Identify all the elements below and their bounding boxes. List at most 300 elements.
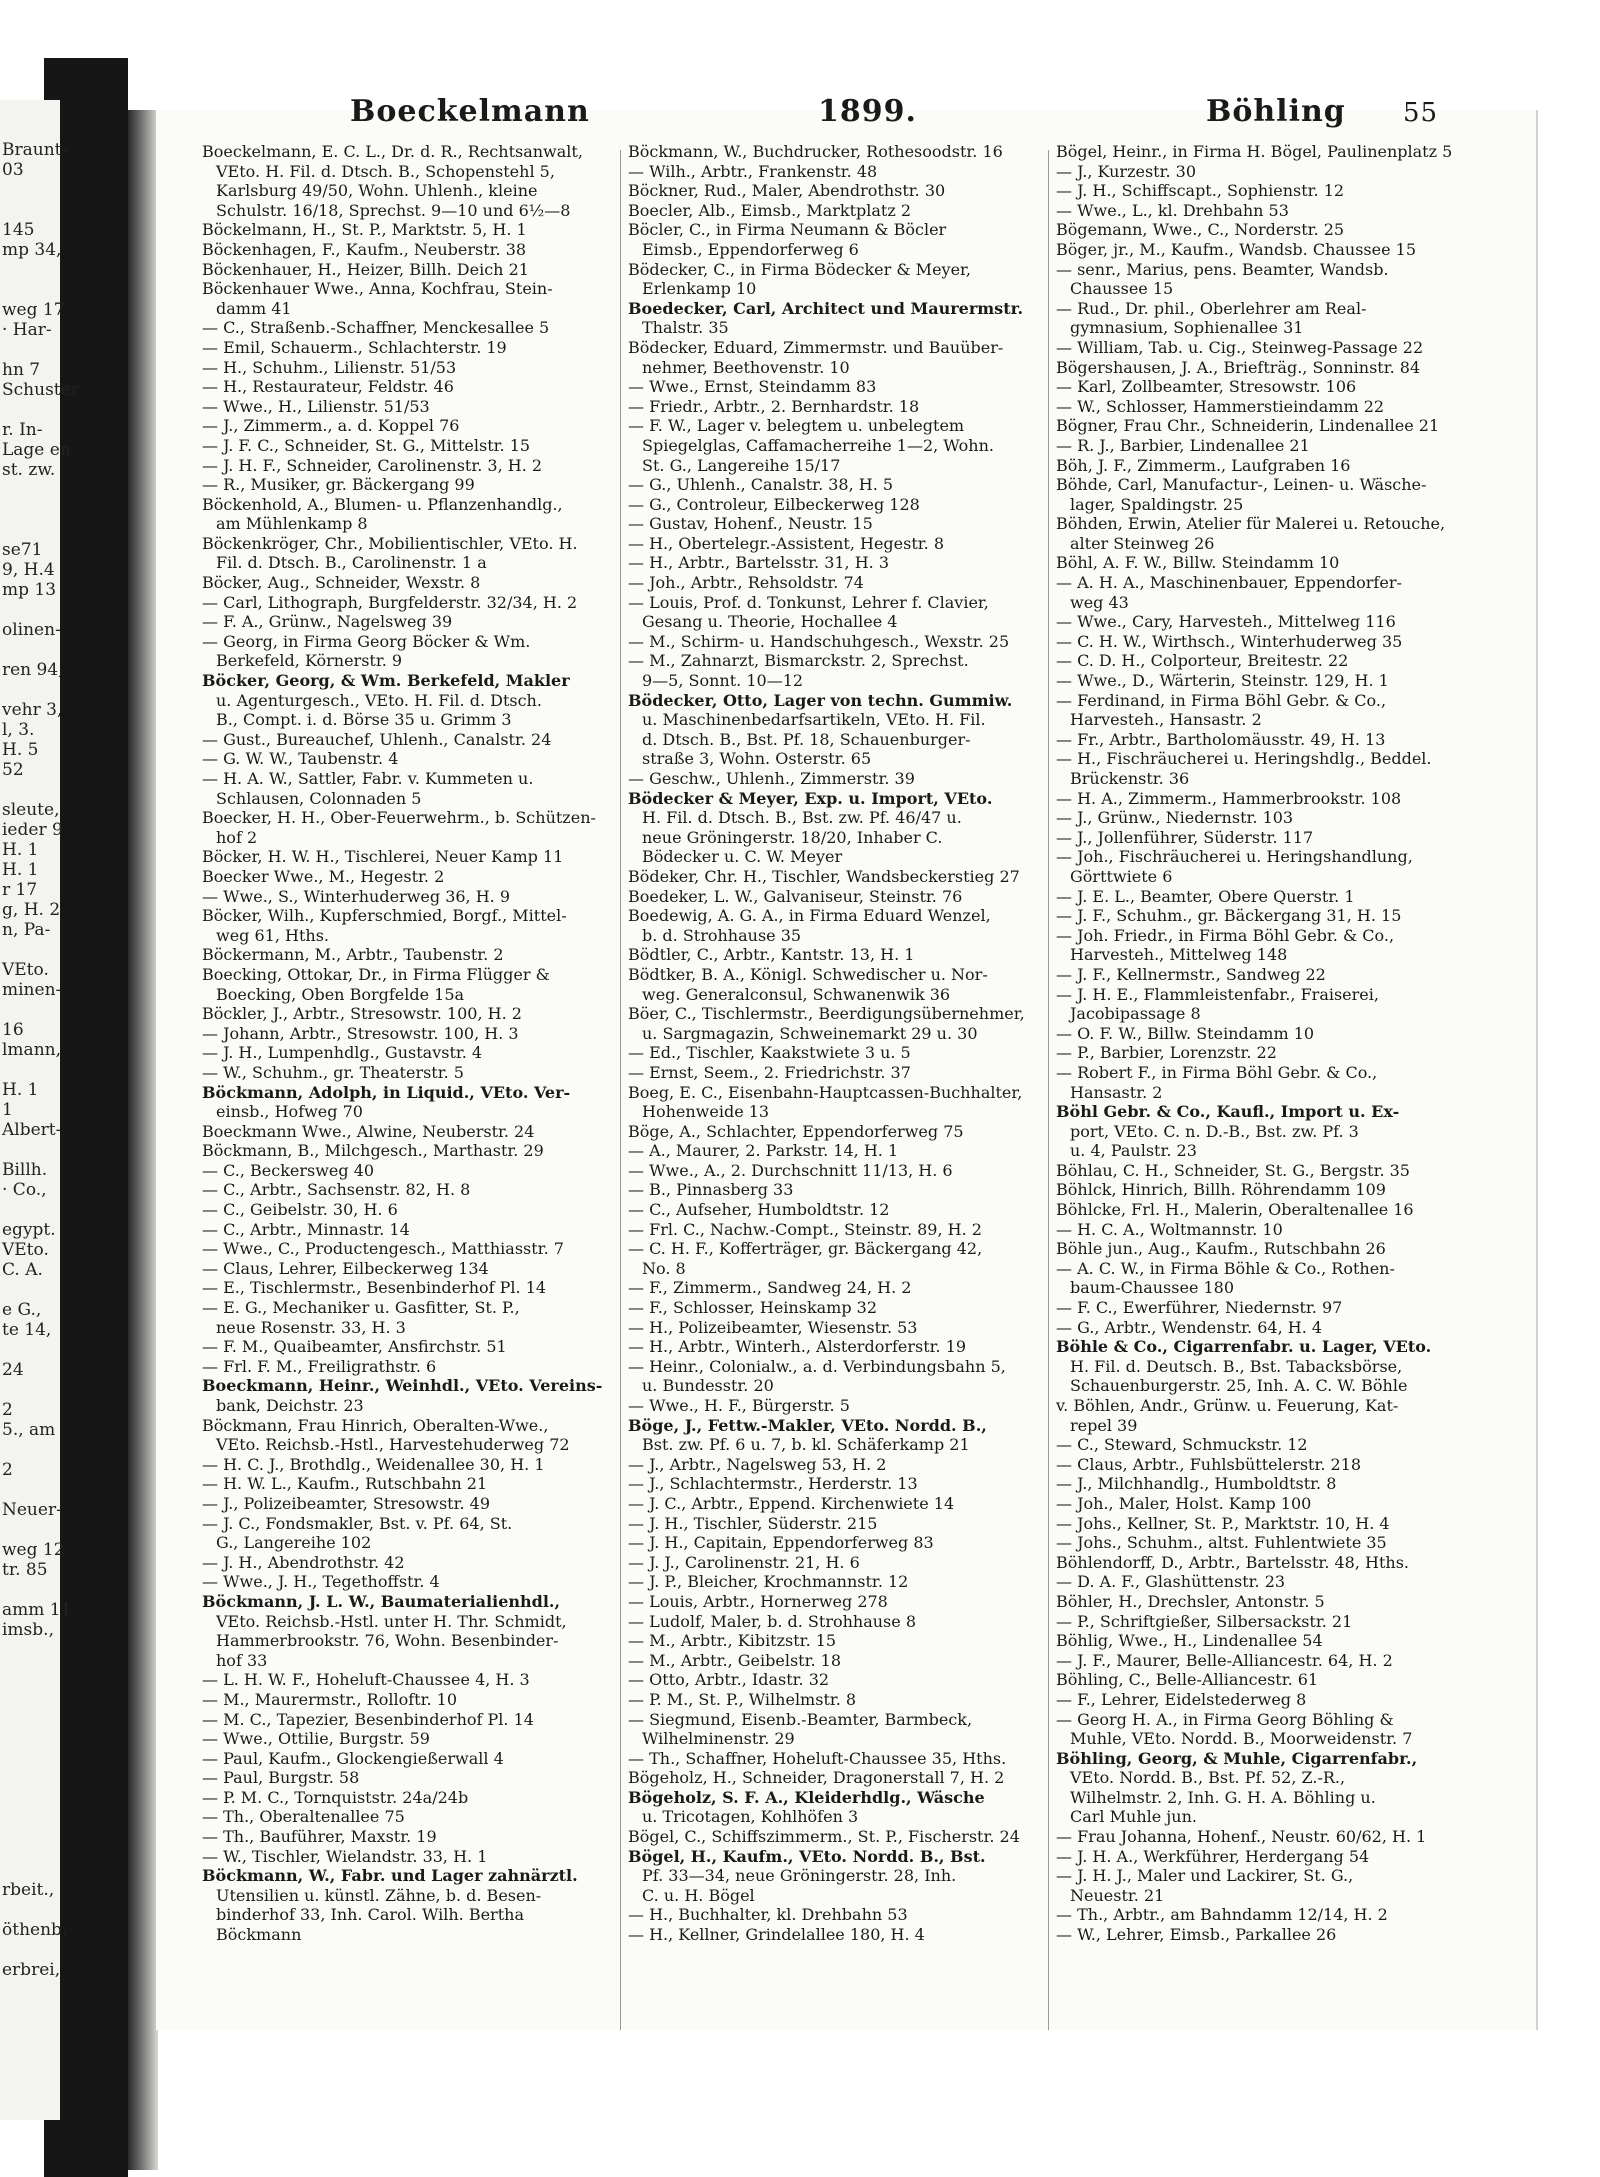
directory-entry-line: — J. P., Bleicher, Krochmannstr. 12 xyxy=(628,1572,909,1592)
previous-page-fragment: l, 3. xyxy=(2,720,35,740)
previous-page-fragment: r 17 xyxy=(2,880,38,900)
directory-entry-line: VEto. Nordd. B., Bst. Pf. 52, Z.-R., xyxy=(1070,1768,1346,1788)
directory-entry-line: Schlausen, Colonnaden 5 xyxy=(216,788,422,808)
directory-entry-line: — J. C., Arbtr., Eppend. Kirchenwiete 14 xyxy=(628,1493,955,1513)
directory-entry-line: Böckner, Rud., Maler, Abendrothstr. 30 xyxy=(628,181,946,201)
previous-page-fragment: öthenb. xyxy=(2,1920,68,1940)
directory-entry-line: — F., Zimmerm., Sandweg 24, H. 2 xyxy=(628,1278,912,1298)
previous-page-fragment: lmann, xyxy=(2,1040,61,1060)
column-1 xyxy=(202,142,602,1945)
directory-entry-line: Boecker Wwe., M., Hegestr. 2 xyxy=(202,866,445,886)
directory-entry-line: — C., Straßenb.-Schaffner, Menckesallee 5 xyxy=(202,318,550,338)
previous-page-fragment: · Har- xyxy=(2,320,52,340)
directory-entry-line: — W., Schuhm., gr. Theaterstr. 5 xyxy=(202,1062,464,1082)
directory-entry-line: H. Fil. d. Deutsch. B., Bst. Tabacksbörse, xyxy=(1070,1356,1403,1376)
previous-page-fragment: 03 xyxy=(2,160,24,180)
directory-entry-line: Jacobipassage 8 xyxy=(1070,1004,1201,1024)
previous-page-fragment: C. A. xyxy=(2,1260,43,1280)
directory-entry-line: No. 8 xyxy=(642,1258,686,1278)
previous-page-fragment: 52 xyxy=(2,760,24,780)
directory-entry-line: — H., Restaurateur, Feldstr. 46 xyxy=(202,377,454,397)
directory-entry-line: — Joh. Friedr., in Firma Böhl Gebr. & Co., xyxy=(1056,925,1395,945)
previous-page-fragment: H. 1 xyxy=(2,840,39,860)
directory-entry-line: — O. F. W., Billw. Steindamm 10 xyxy=(1056,1023,1315,1043)
directory-entry-line: u. Tricotagen, Kohlhöfen 3 xyxy=(642,1807,859,1827)
directory-entry-line: Schulstr. 16/18, Sprechst. 9—10 und 6½—8 xyxy=(216,200,571,220)
directory-entry-line: Böhlig, Wwe., H., Lindenallee 54 xyxy=(1056,1631,1323,1651)
directory-entry-line: — G., Controleur, Eilbeckerweg 128 xyxy=(628,494,920,514)
directory-entry-line: Harvesteh., Mittelweg 148 xyxy=(1070,945,1288,965)
directory-entry-line: — J. H. F., Schneider, Carolinenstr. 3, H. 2 xyxy=(202,455,543,475)
directory-entry-line: — Johs., Schuhm., altst. Fuhlentwiete 35 xyxy=(1056,1533,1387,1553)
directory-entry-line: — Johann, Arbtr., Stresowstr. 100, H. 3 xyxy=(202,1023,519,1043)
directory-entry-line: — J., Schlachtermstr., Herderstr. 13 xyxy=(628,1474,918,1494)
directory-entry-line: — Claus, Arbtr., Fuhlsbüttelerstr. 218 xyxy=(1056,1454,1362,1474)
previous-page-edge xyxy=(0,100,79,2120)
directory-entry-line: — H., Buchhalter, kl. Drehbahn 53 xyxy=(628,1905,908,1925)
directory-entry-line: — H. W. L., Kaufm., Rutschbahn 21 xyxy=(202,1474,488,1494)
directory-entry-line: binderhof 33, Inh. Carol. Wilh. Bertha xyxy=(216,1905,524,1925)
previous-page-fragment: H. 1 xyxy=(2,1080,39,1100)
directory-entry-line: — W., Tischler, Wielandstr. 33, H. 1 xyxy=(202,1846,488,1866)
directory-entry-line: Böhl Gebr. & Co., Kaufl., Import u. Ex- xyxy=(1056,1102,1400,1122)
directory-entry-line: — E., Tischlermstr., Besenbinderhof Pl. 14 xyxy=(202,1278,547,1298)
directory-entry-line: Spiegelglas, Caffamacherreihe 1—2, Wohn. xyxy=(642,435,994,455)
directory-entry-line: Böhle & Co., Cigarrenfabr. u. Lager, VEto. xyxy=(1056,1337,1432,1357)
directory-entry-line: Boecler, Alb., Eimsb., Marktplatz 2 xyxy=(628,200,912,220)
directory-entry-line: — J. H., Lumpenhdlg., Gustavstr. 4 xyxy=(202,1043,483,1063)
directory-entry-line: bank, Deichstr. 23 xyxy=(216,1396,364,1415)
directory-entry-line: Carl Muhle jun. xyxy=(1070,1807,1197,1827)
previous-page-fragment: ieder 9 xyxy=(2,820,63,840)
directory-entry-line: — Robert F., in Firma Böhl Gebr. & Co., xyxy=(1056,1062,1378,1082)
directory-entry-line: Eimsb., Eppendorferweg 6 xyxy=(642,239,859,259)
directory-entry-line: Hansastr. 2 xyxy=(1070,1082,1163,1102)
directory-entry-line: baum-Chaussee 180 xyxy=(1070,1278,1235,1298)
directory-entry-line: — J., Polizeibeamter, Stresowstr. 49 xyxy=(202,1493,491,1513)
directory-entry-line: VEto. Reichsb.-Hstl. unter H. Thr. Schmidt, xyxy=(216,1611,567,1631)
directory-entry-line: — Joh., Arbtr., Rehsoldstr. 74 xyxy=(628,573,864,593)
directory-entry-line: alter Steinweg 26 xyxy=(1070,533,1215,553)
directory-entry-line: Böhlendorff, D., Arbtr., Bartelsstr. 48, Hths. xyxy=(1056,1552,1410,1572)
directory-entry-line: — Claus, Lehrer, Eilbeckerweg 134 xyxy=(202,1258,489,1278)
previous-page-fragment: ren 94, xyxy=(2,660,64,680)
directory-entry-line: Böhlau, C. H., Schneider, St. G., Bergstr. 35 xyxy=(1056,1160,1410,1180)
directory-entry-line: Chaussee 15 xyxy=(1070,279,1174,299)
directory-entry-line: — G., Uhlenh., Canalstr. 38, H. 5 xyxy=(628,475,894,495)
previous-page-fragment: r. In- xyxy=(2,420,43,440)
directory-entry-line: — J. F., Kellnermstr., Sandweg 22 xyxy=(1056,964,1326,984)
directory-entry-line: VEto. H. Fil. d. Dtsch. B., Schopenstehl 5, xyxy=(216,161,555,181)
directory-entry-line: — H., Polizeibeamter, Wiesenstr. 53 xyxy=(628,1317,918,1337)
directory-entry-line: Brückenstr. 36 xyxy=(1070,769,1190,788)
directory-entry-line: Böckermann, M., Arbtr., Taubenstr. 2 xyxy=(202,945,504,965)
directory-entry-line: Böckenhagen, F., Kaufm., Neuberstr. 38 xyxy=(202,239,527,259)
directory-entry-line: Böhling, Georg, & Muhle, Cigarrenfabr., xyxy=(1056,1748,1418,1768)
directory-entry-line: Böcker, Wilh., Kupferschmied, Borgf., Mittel- xyxy=(202,906,567,926)
directory-entry-line: Böger, jr., M., Kaufm., Wandsb. Chaussee 15 xyxy=(1056,239,1417,259)
directory-entry-line: — Gust., Bureauchef, Uhlenh., Canalstr. 24 xyxy=(202,729,552,749)
directory-entry-line: Karlsburg 49/50, Wohn. Uhlenh., kleine xyxy=(216,181,538,201)
directory-entry-line: — H., Kellner, Grindelallee 180, H. 4 xyxy=(628,1925,925,1945)
directory-entry-line: Wilhelminenstr. 29 xyxy=(642,1729,795,1749)
directory-entry-line: — Louis, Arbtr., Hornerweg 278 xyxy=(628,1591,888,1611)
directory-entry-line: — senr., Marius, pens. Beamter, Wandsb. xyxy=(1056,259,1389,279)
directory-entry-line: — Frau Johanna, Hohenf., Neustr. 60/62, H. 1 xyxy=(1056,1827,1427,1847)
directory-entry-line: — G., Arbtr., Wendenstr. 64, H. 4 xyxy=(1056,1317,1323,1337)
directory-entry-line: St. G., Langereihe 15/17 xyxy=(642,455,841,475)
directory-entry-line: — Georg, in Firma Georg Böcker & Wm. xyxy=(202,631,531,651)
column-3 xyxy=(1056,142,1456,1945)
directory-entry-line: u. Sargmagazin, Schweinemarkt 29 u. 30 xyxy=(642,1023,978,1043)
directory-entry-line: Böhle jun., Aug., Kaufm., Rutschbahn 26 xyxy=(1056,1239,1386,1259)
column-2 xyxy=(628,142,1028,1945)
previous-page-fragment: e G., xyxy=(2,1300,42,1320)
previous-page-fragment: se71 xyxy=(2,540,43,560)
directory-entry-line: — J. E. L., Beamter, Obere Querstr. 1 xyxy=(1056,886,1355,906)
directory-entry-line: Böhden, Erwin, Atelier für Malerei u. Retouche, xyxy=(1056,514,1446,534)
directory-entry-line: — A. C. W., in Firma Böhle & Co., Rothen- xyxy=(1056,1258,1395,1278)
directory-entry-line: — M., Maurermstr., Rolloftr. 10 xyxy=(202,1689,457,1709)
directory-entry-line: u. Agenturgesch., VEto. H. Fil. d. Dtsch. xyxy=(216,690,542,710)
directory-entry-line: — C., Geibelstr. 30, H. 6 xyxy=(202,1200,398,1220)
directory-entry-line: — Th., Arbtr., am Bahndamm 12/14, H. 2 xyxy=(1056,1905,1388,1925)
directory-entry-line: — Emil, Schauerm., Schlachterstr. 19 xyxy=(202,337,507,357)
directory-entry-line: — M., Schirm- u. Handschuhgesch., Wexstr. 25 xyxy=(628,631,1010,651)
directory-entry-line: v. Böhlen, Andr., Grünw. u. Feuerung, Kat- xyxy=(1056,1396,1399,1415)
directory-entry-line: Gesang u. Theorie, Hochallee 4 xyxy=(642,612,898,632)
directory-entry-line: — Ernst, Seem., 2. Friedrichstr. 37 xyxy=(628,1062,911,1082)
previous-page-fragment: 1 xyxy=(2,1100,13,1120)
previous-page-fragment: VEto. xyxy=(2,1240,49,1260)
directory-entry-line: — H. A. W., Sattler, Fabr. v. Kummeten u. xyxy=(202,769,534,788)
directory-entry-line: nehmer, Beethovenstr. 10 xyxy=(642,357,850,377)
directory-entry-line: — Otto, Arbtr., Idastr. 32 xyxy=(628,1670,830,1690)
directory-entry-line: — C., Arbtr., Minnastr. 14 xyxy=(202,1219,410,1239)
previous-page-fragment: vehr 3, xyxy=(2,700,63,720)
directory-entry-line: — J. F., Maurer, Belle-Alliancestr. 64, H. 2 xyxy=(1056,1650,1393,1670)
previous-page-fragment: erbrei, xyxy=(2,1960,61,1980)
directory-entry-line: Böcker, Georg, & Wm. Berkefeld, Makler xyxy=(202,671,570,691)
previous-page-fragment: 2 xyxy=(2,1460,13,1480)
previous-page-fragment: hn 7 xyxy=(2,360,41,380)
directory-entry-line: Böhler, H., Drechsler, Antonstr. 5 xyxy=(1056,1591,1325,1611)
directory-entry-line: Boeckelmann, E. C. L., Dr. d. R., Rechtsanwalt, xyxy=(202,142,583,161)
directory-entry-line: — W., Schlosser, Hammerstieindamm 22 xyxy=(1056,396,1385,416)
directory-entry-line: u. Maschinenbedarfsartikeln, VEto. H. Fil. xyxy=(642,710,986,730)
directory-entry-line: Boedeker, L. W., Galvaniseur, Steinstr. 76 xyxy=(628,886,963,906)
directory-entry-line: — P. M. C., Tornquiststr. 24a/24b xyxy=(202,1787,469,1807)
directory-entry-line: Böckenkröger, Chr., Mobilientischler, VEto. H. xyxy=(202,533,578,553)
directory-entry-line: — Wwe., A., 2. Durchschnitt 11/13, H. 6 xyxy=(628,1160,953,1180)
directory-entry-line: — Wwe., H., Lilienstr. 51/53 xyxy=(202,396,430,416)
directory-entry-line: Bödtler, C., Arbtr., Kantstr. 13, H. 1 xyxy=(628,945,915,965)
directory-entry-line: — J., Zimmerm., a. d. Koppel 76 xyxy=(202,416,460,436)
directory-entry-line: Wilhelmstr. 2, Inh. G. H. A. Böhling u. xyxy=(1070,1787,1376,1807)
directory-entry-line: port, VEto. C. n. D.-B., Bst. zw. Pf. 3 xyxy=(1070,1121,1359,1141)
directory-entry-line: — G. W. W., Taubenstr. 4 xyxy=(202,749,399,769)
directory-entry-line: Böcker, H. W. H., Tischlerei, Neuer Kamp 11 xyxy=(202,847,564,867)
directory-entry-line: — H. C. A., Woltmannstr. 10 xyxy=(1056,1219,1283,1239)
directory-entry-line: u. 4, Paulstr. 23 xyxy=(1070,1141,1197,1161)
previous-page-fragment: 5., am xyxy=(2,1420,56,1440)
directory-entry-line: — F. A., Grünw., Nagelsweg 39 xyxy=(202,612,453,632)
directory-entry-line: — H., Arbtr., Winterh., Alsterdorferstr. 19 xyxy=(628,1337,967,1357)
directory-entry-line: — P. M., St. P., Wilhelmstr. 8 xyxy=(628,1689,857,1709)
directory-entry-line: — J., Arbtr., Nagelsweg 53, H. 2 xyxy=(628,1454,887,1474)
directory-entry-line: — Wwe., Ottilie, Burgstr. 59 xyxy=(202,1729,430,1749)
previous-page-fragment: Lage en xyxy=(2,440,71,460)
directory-entry-line: — D. A. F., Glashüttenstr. 23 xyxy=(1056,1572,1286,1592)
directory-entry-line: am Mühlenkamp 8 xyxy=(216,514,368,534)
directory-entry-line: — H. A., Zimmerm., Hammerbrookstr. 108 xyxy=(1056,788,1402,808)
directory-entry-line: — J., Kurzestr. 30 xyxy=(1056,161,1197,181)
directory-entry-line: — A., Maurer, 2. Parkstr. 14, H. 1 xyxy=(628,1141,899,1161)
directory-entry-line: — Joh., Fischräucherei u. Heringshandlung, xyxy=(1056,847,1413,867)
previous-page-fragment: n, Pa- xyxy=(2,920,51,940)
directory-entry-line: Bödecker, Eduard, Zimmermstr. und Bauüber- xyxy=(628,337,1004,357)
directory-entry-line: — C., Beckersweg 40 xyxy=(202,1160,375,1180)
directory-entry-line: b. d. Strohhause 35 xyxy=(642,925,802,945)
directory-entry-line: — A. H. A., Maschinenbauer, Eppendorfer- xyxy=(1056,573,1402,593)
previous-page-fragment: olinen- xyxy=(2,620,61,640)
directory-entry-line: — Frl. C., Nachw.-Compt., Steinstr. 89, H. 2 xyxy=(628,1219,982,1239)
directory-entry-line: — J. F. C., Schneider, St. G., Mittelstr. 15 xyxy=(202,435,531,455)
directory-entry-line: B., Compt. i. d. Börse 35 u. Grimm 3 xyxy=(216,710,512,730)
directory-entry-line: — C. D. H., Colporteur, Breitestr. 22 xyxy=(1056,651,1349,671)
directory-entry-line: — Paul, Burgstr. 58 xyxy=(202,1768,360,1788)
directory-entry-line: — C. H. W., Wirthsch., Winterhuderweg 35 xyxy=(1056,631,1403,651)
previous-page-fragment: te 14, xyxy=(2,1320,52,1340)
directory-entry-line: — Rud., Dr. phil., Oberlehrer am Real- xyxy=(1056,298,1367,318)
directory-entry-line: — C., Steward, Schmuckstr. 12 xyxy=(1056,1435,1308,1455)
directory-entry-line: C. u. H. Bögel xyxy=(642,1885,755,1905)
directory-entry-line: Böhde, Carl, Manufactur-, Leinen- u. Wäsche- xyxy=(1056,475,1427,495)
directory-entry-line: Bödecker, Otto, Lager von techn. Gummiw. xyxy=(628,690,1013,710)
directory-entry-line: — Gustav, Hohenf., Neustr. 15 xyxy=(628,514,873,534)
directory-entry-line: weg 43 xyxy=(1070,592,1129,612)
directory-entry-line: — Ferdinand, in Firma Böhl Gebr. & Co., xyxy=(1056,690,1387,710)
directory-entry-line: — J. H. A., Werkführer, Herdergang 54 xyxy=(1056,1846,1370,1866)
directory-entry-line: hof 2 xyxy=(216,827,258,847)
directory-entry-line: — Paul, Kaufm., Glockengießerwall 4 xyxy=(202,1748,504,1768)
previous-page-fragment: Braunt- xyxy=(2,140,68,160)
directory-entry-line: — Heinr., Colonialw., a. d. Verbindungsbahn 5, xyxy=(628,1356,1006,1376)
directory-entry-line: — J., Grünw., Niedernstr. 103 xyxy=(1056,808,1294,828)
directory-entry-line: — E. G., Mechaniker u. Gasfitter, St. P., xyxy=(202,1298,520,1318)
directory-entry-line: Böckmann, Frau Hinrich, Oberalten-Wwe., xyxy=(202,1415,549,1435)
directory-entry-line: — F., Lehrer, Eidelstederweg 8 xyxy=(1056,1689,1307,1709)
directory-entry-line: Neuestr. 21 xyxy=(1070,1885,1165,1905)
directory-entry-line: — B., Pinnasberg 33 xyxy=(628,1180,794,1200)
directory-entry-line: — Fr., Arbtr., Bartholomäusstr. 49, H. 13 xyxy=(1056,729,1386,749)
previous-page-fragment: Albert- xyxy=(2,1120,62,1140)
directory-entry-line: — R., Musiker, gr. Bäckergang 99 xyxy=(202,475,475,495)
directory-entry-line: neue Rosenstr. 33, H. 3 xyxy=(216,1317,406,1337)
directory-entry-line: — C. H. F., Kofferträger, gr. Bäckergang 42, xyxy=(628,1239,983,1259)
directory-entry-line: Berkefeld, Körnerstr. 9 xyxy=(216,651,403,671)
directory-entry-line: — Johs., Kellner, St. P., Marktstr. 10, H. 4 xyxy=(1056,1513,1390,1533)
previous-page-fragment: st. zw. xyxy=(2,460,56,480)
directory-entry-line: — H., Fischräucherei u. Heringshdlg., Beddel. xyxy=(1056,749,1432,769)
previous-page-fragment: mp 13 xyxy=(2,580,57,600)
directory-entry-line: Böckmann, Adolph, in Liquid., VEto. Ver- xyxy=(202,1082,571,1102)
directory-entry-line: Thalstr. 35 xyxy=(642,318,729,338)
directory-entry-line: Schauenburgerstr. 25, Inh. A. C. W. Böhle xyxy=(1070,1376,1408,1396)
directory-entry-line: — M., Zahnarzt, Bismarckstr. 2, Sprechst. xyxy=(628,651,969,671)
previous-page-fragment: egypt. xyxy=(2,1220,56,1240)
directory-entry-line: — Wwe., Ernst, Steindamm 83 xyxy=(628,377,877,397)
directory-entry-line: — Louis, Prof. d. Tonkunst, Lehrer f. Clavier, xyxy=(628,592,989,612)
directory-entry-line: Böer, C., Tischlermstr., Beerdigungsübernehmer, xyxy=(628,1004,1025,1024)
previous-page-fragment: · Co., xyxy=(2,1180,47,1200)
directory-entry-line: repel 39 xyxy=(1070,1415,1138,1435)
previous-page-fragment: VEto. xyxy=(2,960,49,980)
directory-entry-line: Bögeholz, H., Schneider, Dragonerstall 7, H. 2 xyxy=(628,1768,1005,1788)
directory-entry-line: — R. J., Barbier, Lindenallee 21 xyxy=(1056,435,1310,455)
directory-entry-line: — Wwe., L., kl. Drehbahn 53 xyxy=(1056,200,1289,220)
directory-entry-line: einsb., Hofweg 70 xyxy=(216,1102,363,1122)
directory-entry-line: Böckenhauer, H., Heizer, Billh. Deich 21 xyxy=(202,259,529,279)
previous-page-fragment: mp 34, xyxy=(2,240,62,260)
header-left-keyword: Boeckelmann xyxy=(350,94,590,129)
directory-entry-line: — P., Schriftgießer, Silbersackstr. 21 xyxy=(1056,1611,1353,1631)
directory-entry-line: — J. H., Schiffscapt., Sophienstr. 12 xyxy=(1056,181,1345,201)
header-year: 1899. xyxy=(818,94,917,129)
previous-page-fragment: sleute, xyxy=(2,800,60,820)
previous-page-fragment: 9, H.4 xyxy=(2,560,55,580)
directory-entry-line: damm 41 xyxy=(216,298,292,318)
directory-entry-line: — Joh., Maler, Holst. Kamp 100 xyxy=(1056,1493,1312,1513)
directory-entry-line: — J. H. E., Flammleistenfabr., Fraiserei, xyxy=(1056,984,1379,1004)
directory-entry-line: — J. J., Carolinenstr. 21, H. 6 xyxy=(628,1552,860,1572)
directory-entry-line: — Wwe., Cary, Harvesteh., Mittelweg 116 xyxy=(1056,612,1396,632)
directory-entry-line: Erlenkamp 10 xyxy=(642,279,757,299)
directory-entry-line: — Carl, Lithograph, Burgfelderstr. 32/34, H. 2 xyxy=(202,592,578,612)
directory-entry-line: Bögner, Frau Chr., Schneiderin, Lindenallee 21 xyxy=(1056,416,1440,436)
directory-entry-line: gymnasium, Sophienallee 31 xyxy=(1070,318,1304,338)
directory-entry-line: — Siegmund, Eisenb.-Beamter, Barmbeck, xyxy=(628,1709,973,1729)
directory-entry-line: Böhling, C., Belle-Alliancestr. 61 xyxy=(1056,1670,1319,1690)
directory-entry-line: Bst. zw. Pf. 6 u. 7, b. kl. Schäferkamp 21 xyxy=(642,1435,970,1455)
directory-entry-line: hof 33 xyxy=(216,1650,268,1670)
directory-entry-line: Görttwiete 6 xyxy=(1070,866,1173,886)
directory-entry-line: Böckenhold, A., Blumen- u. Pflanzenhandlg., xyxy=(202,494,563,514)
directory-entry-line: lager, Spaldingstr. 25 xyxy=(1070,494,1244,514)
previous-page-fragment: 24 xyxy=(2,1360,24,1380)
previous-page-fragment: rbeit., xyxy=(2,1880,55,1900)
previous-page-fragment: Neuer- xyxy=(2,1500,62,1520)
directory-entry-line: Böckenhauer Wwe., Anna, Kochfrau, Stein- xyxy=(202,279,553,299)
directory-entry-line: Böckmann, W., Buchdrucker, Rothesoodstr. 16 xyxy=(628,142,1003,161)
directory-entry-line: — J., Jollenführer, Süderstr. 117 xyxy=(1056,827,1314,847)
directory-entry-line: — Georg H. A., in Firma Georg Böhling & xyxy=(1056,1709,1394,1729)
directory-entry-line: Boeckmann, Heinr., Weinhdl., VEto. Vereins- xyxy=(202,1376,603,1396)
directory-entry-line: Boecking, Ottokar, Dr., in Firma Flügger & xyxy=(202,964,550,984)
directory-entry-line: Bödeker, Chr. H., Tischler, Wandsbeckerstieg 27 xyxy=(628,866,1020,886)
directory-entry-line: — Th., Bauführer, Maxstr. 19 xyxy=(202,1827,437,1847)
directory-entry-line: — Karl, Zollbeamter, Stresowstr. 106 xyxy=(1056,377,1357,397)
header-right-keyword: Böhling xyxy=(1206,94,1346,129)
directory-entry-line: — Th., Schaffner, Hoheluft-Chaussee 35, Hths. xyxy=(628,1748,1007,1768)
previous-page-fragment: imsb., xyxy=(2,1620,54,1640)
directory-entry-line: Boeg, E. C., Eisenbahn-Hauptcassen-Buchhalter, xyxy=(628,1082,1023,1102)
scan-top-margin xyxy=(0,0,1600,58)
directory-entry-line: — W., Lehrer, Eimsb., Parkallee 26 xyxy=(1056,1925,1337,1945)
directory-entry-line: — Wwe., D., Wärterin, Steinstr. 129, H. 1 xyxy=(1056,671,1389,691)
directory-entry-line: — M., Arbtr., Kibitzstr. 15 xyxy=(628,1631,837,1651)
directory-entry-line: Muhle, VEto. Nordd. B., Moorweidenstr. 7 xyxy=(1070,1729,1413,1749)
directory-entry-line: — J. F., Schuhm., gr. Bäckergang 31, H. 15 xyxy=(1056,906,1402,926)
previous-page-fragment: Schuster xyxy=(2,380,79,400)
previous-page-fragment: Billh. xyxy=(2,1160,48,1180)
previous-page-fragment: 16 xyxy=(2,1020,24,1040)
directory-entry-line: — F. M., Quaibeamter, Ansfirchstr. 51 xyxy=(202,1337,507,1357)
directory-entry-line: weg. Generalconsul, Schwanenwik 36 xyxy=(642,984,951,1004)
directory-entry-line: Bödecker u. C. W. Meyer xyxy=(642,847,843,867)
previous-page-fragment: 2 xyxy=(2,1400,13,1420)
directory-entry-line: Böckelmann, H., St. P., Marktstr. 5, H. 1 xyxy=(202,220,527,240)
directory-entry-line: — J. H., Tischler, Süderstr. 215 xyxy=(628,1513,878,1533)
previous-page-fragment: amm 11 xyxy=(2,1600,72,1620)
directory-entry-line: Bögeholz, S. F. A., Kleiderhdlg., Wäsche xyxy=(628,1787,985,1807)
directory-entry-line: — J. H. J., Maler und Lackirer, St. G., xyxy=(1056,1866,1354,1886)
directory-entry-line: — J. H., Abendrothstr. 42 xyxy=(202,1552,405,1572)
directory-entry-line: — F. W., Lager v. belegtem u. unbelegtem xyxy=(628,416,965,436)
directory-entry-line: weg 61, Hths. xyxy=(216,925,330,945)
previous-page-fragment: weg 17 xyxy=(2,300,65,320)
directory-entry-line: Boedewig, A. G. A., in Firma Eduard Wenzel, xyxy=(628,906,991,926)
directory-entry-line: — Wilh., Arbtr., Frankenstr. 48 xyxy=(628,161,878,181)
previous-page-fragment: g, H. 2 xyxy=(2,900,61,920)
directory-entry-line: Bödecker & Meyer, Exp. u. Import, VEto. xyxy=(628,788,993,808)
directory-entry-line: Böckmann, W., Fabr. und Lager zahnärztl. xyxy=(202,1866,578,1886)
directory-entry-line: Boecking, Oben Borgfelde 15a xyxy=(216,984,465,1004)
directory-entry-line: Bögershausen, J. A., Briefträg., Sonninstr. 84 xyxy=(1056,357,1421,377)
directory-entry-line: Harvesteh., Hansastr. 2 xyxy=(1070,710,1262,730)
directory-entry-line: Fil. d. Dtsch. B., Carolinenstr. 1 a xyxy=(216,553,487,573)
directory-entry-line: — J., Milchhandlg., Humboldtstr. 8 xyxy=(1056,1474,1337,1494)
column-divider xyxy=(620,150,621,2030)
directory-entry-line: Boecker, H. H., Ober-Feuerwehrm., b. Schützen- xyxy=(202,808,596,828)
directory-entry-line: Böhl, A. F. W., Billw. Steindamm 10 xyxy=(1056,553,1340,573)
directory-entry-line: — Friedr., Arbtr., 2. Bernhardstr. 18 xyxy=(628,396,920,416)
directory-entry-line: Böcler, C., in Firma Neumann & Böcler xyxy=(628,220,947,240)
previous-page-fragment: tr. 85 xyxy=(2,1560,48,1580)
directory-entry-line: Böh, J. F., Zimmerm., Laufgraben 16 xyxy=(1056,455,1351,475)
book-gutter xyxy=(128,110,158,2170)
directory-entry-line: Boedecker, Carl, Architect und Maurermstr. xyxy=(628,298,1024,318)
directory-entry-line: Böcker, Aug., Schneider, Wexstr. 8 xyxy=(202,573,481,593)
directory-entry-line: — J. C., Fondsmakler, Bst. v. Pf. 64, St. xyxy=(202,1513,513,1533)
directory-entry-line: — Ed., Tischler, Kaakstwiete 3 u. 5 xyxy=(628,1043,911,1063)
directory-entry-line: — C., Arbtr., Sachsenstr. 82, H. 8 xyxy=(202,1180,471,1200)
directory-entry-line: Bögel, H., Kaufm., VEto. Nordd. B., Bst. xyxy=(628,1846,986,1866)
directory-entry-line: Hammerbrookstr. 76, Wohn. Besenbinder- xyxy=(216,1631,559,1651)
column-divider xyxy=(1048,150,1049,2030)
directory-entry-line: Böckmann, B., Milchgesch., Marthastr. 29 xyxy=(202,1141,544,1161)
directory-entry-line: — P., Barbier, Lorenzstr. 22 xyxy=(1056,1043,1277,1063)
directory-entry-line: d. Dtsch. B., Bst. Pf. 18, Schauenburger- xyxy=(642,729,971,749)
directory-entry-line: — William, Tab. u. Cig., Steinweg-Passage 22 xyxy=(1056,337,1424,357)
directory-entry-line: — H. C. J., Brothdlg., Weidenallee 30, H. 1 xyxy=(202,1454,545,1474)
directory-entry-line: Bögel, C., Schiffszimmerm., St. P., Fischerstr. 24 xyxy=(628,1827,1020,1847)
directory-entry-line: — C., Aufseher, Humboldtstr. 12 xyxy=(628,1200,890,1220)
directory-entry-line: — J. H., Capitain, Eppendorferweg 83 xyxy=(628,1533,934,1553)
directory-entry-line: — F. C., Ewerführer, Niedernstr. 97 xyxy=(1056,1298,1343,1318)
directory-entry-line: — Wwe., J. H., Tegethoffstr. 4 xyxy=(202,1572,440,1592)
directory-entry-line: — Wwe., S., Winterhuderweg 36, H. 9 xyxy=(202,886,511,906)
